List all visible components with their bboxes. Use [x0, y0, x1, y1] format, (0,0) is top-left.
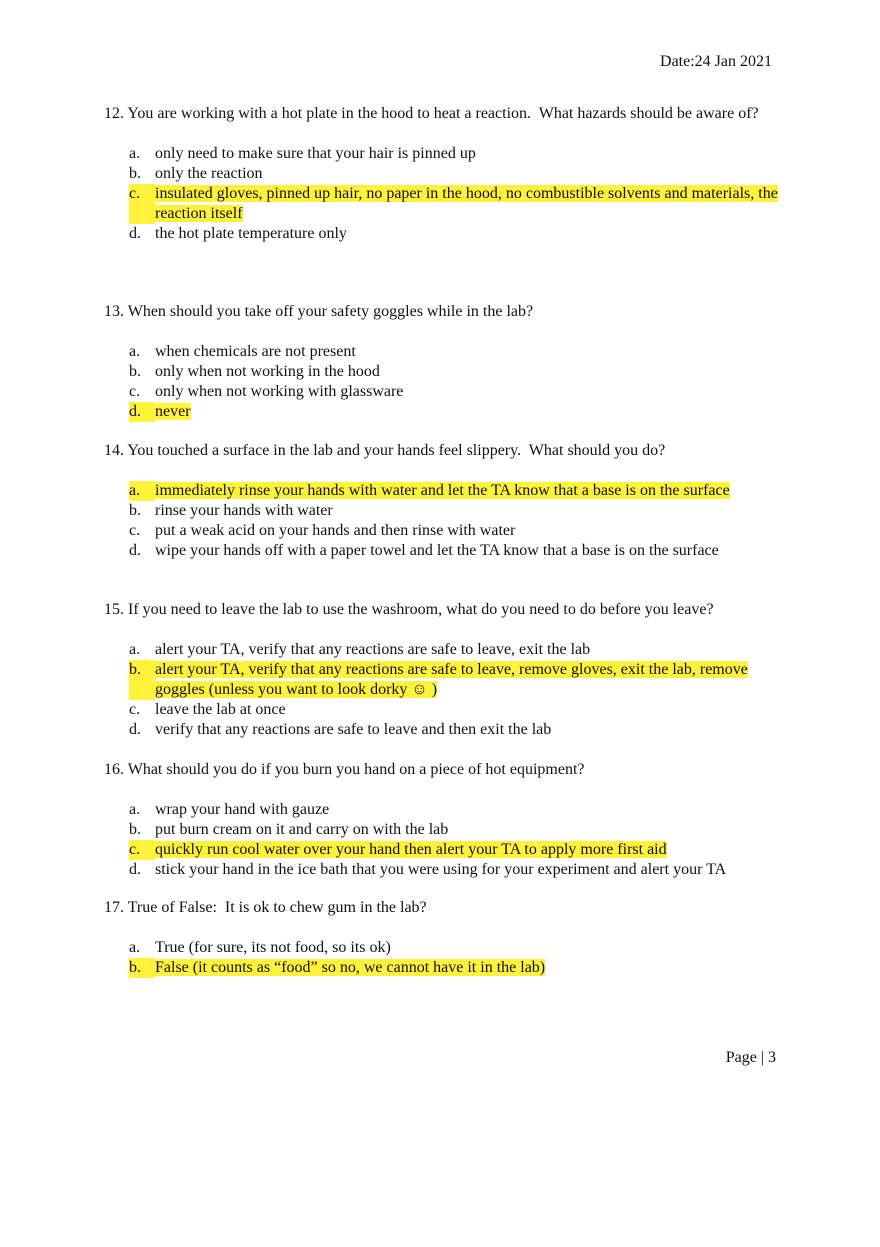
question-body: True of False: It is ok to chew gum in the lab? [127, 899, 427, 916]
option-letter: b. [129, 958, 155, 978]
question-text [104, 441, 784, 461]
option-text: stick your hand in the ice bath that you were using for your experiment and alert your TA [155, 861, 727, 878]
option-letter: a. [129, 343, 141, 360]
question-number: 17. [104, 899, 124, 916]
option-letter: d. [129, 721, 141, 738]
option-letter: c. [129, 840, 155, 860]
option-letter: a. [129, 939, 141, 956]
question-number: 13. [104, 303, 124, 320]
option-letter: a. [129, 641, 141, 658]
option-letter: b. [129, 363, 141, 380]
option-letter: c. [129, 184, 155, 224]
option-text: only the reaction [155, 165, 263, 182]
option-text: when chemicals are not present [155, 343, 356, 360]
question-text [104, 600, 784, 620]
page-number: Page | 3 [725, 1049, 776, 1066]
option-text: only when not working in the hood [155, 363, 380, 380]
question-text [104, 302, 784, 322]
option-letter: d. [129, 542, 141, 559]
question-number: 14. [104, 442, 124, 459]
option-letter: a. [129, 481, 155, 501]
option-text: False (it counts as “food” so no, we cannot have it in the lab) [155, 959, 546, 976]
highlighted-answer [104, 958, 784, 978]
option-text: immediately rinse your hands with water and let the TA know that a base is on the surface [155, 482, 730, 499]
option-text: rinse your hands with water [155, 502, 333, 519]
option-text: put burn cream on it and carry on with the lab [155, 821, 449, 838]
option-list [104, 640, 784, 740]
question-17 [104, 898, 784, 978]
question-text [104, 760, 784, 780]
question-text [104, 898, 784, 918]
option-letter: d. [129, 861, 141, 878]
question-body: What should you do if you burn you hand on a piece of hot equipment? [127, 761, 585, 778]
option-letter: b. [129, 660, 155, 700]
question-13 [104, 302, 784, 422]
question-number: 15. [104, 601, 124, 618]
option-list [104, 342, 784, 422]
option-letter: d. [129, 225, 141, 242]
option-list [104, 144, 784, 244]
option-letter: c. [129, 701, 141, 718]
option-text: put a weak acid on your hands and then rinse with water [155, 522, 516, 539]
option-text: only when not working with glassware [155, 383, 404, 400]
highlighted-answer [104, 481, 784, 501]
option-text: never [155, 403, 191, 420]
option-text: only need to make sure that your hair is pinned up [155, 145, 476, 162]
option-letter: b. [129, 165, 141, 182]
option-list [104, 800, 784, 880]
option-text: leave the lab at once [155, 701, 286, 718]
question-14 [104, 441, 784, 561]
option-letter: a. [129, 801, 141, 818]
option-text: wipe your hands off with a paper towel and let the TA know that a base is on the surface [155, 542, 719, 559]
question-body: You touched a surface in the lab and your hands feel slippery. What should you do? [127, 442, 666, 459]
option-list [104, 938, 784, 978]
highlighted-answer [104, 840, 784, 860]
option-letter: c. [129, 383, 141, 400]
question-body: If you need to leave the lab to use the washroom, what do you need to do before you leave? [128, 601, 714, 618]
highlighted-answer [104, 402, 784, 422]
highlighted-answer [104, 660, 784, 700]
question-15 [104, 600, 784, 740]
option-text: wrap your hand with gauze [155, 801, 330, 818]
question-number: 12. [104, 105, 124, 122]
option-text: True (for sure, its not food, so its ok) [155, 939, 391, 956]
question-body: You are working with a hot plate in the hood to heat a reaction. What hazards should be aware of? [127, 105, 759, 122]
option-letter: b. [129, 821, 141, 838]
option-text: verify that any reactions are safe to leave and then exit the lab [155, 721, 552, 738]
option-letter: b. [129, 502, 141, 519]
option-text: alert your TA, verify that any reactions are safe to leave, remove gloves, exit the lab, remove goggles (unless you want to look dorky ☺ ) [155, 661, 748, 698]
option-letter: a. [129, 145, 141, 162]
option-list [104, 481, 784, 561]
option-text: quickly run cool water over your hand then alert your TA to apply more first aid [155, 841, 667, 858]
question-12 [104, 104, 784, 244]
question-text [104, 104, 784, 124]
option-text: alert your TA, verify that any reactions are safe to leave, exit the lab [155, 641, 591, 658]
date-header: Date:24 Jan 2021 [660, 53, 772, 70]
question-number: 16. [104, 761, 124, 778]
option-text: the hot plate temperature only [155, 225, 347, 242]
question-16 [104, 760, 784, 880]
option-text: insulated gloves, pinned up hair, no paper in the hood, no combustible solvents and materials, the reaction itself [155, 185, 778, 222]
question-body: When should you take off your safety goggles while in the lab? [127, 303, 534, 320]
option-letter: c. [129, 522, 141, 539]
option-letter: d. [129, 402, 155, 422]
highlighted-answer [104, 184, 784, 224]
